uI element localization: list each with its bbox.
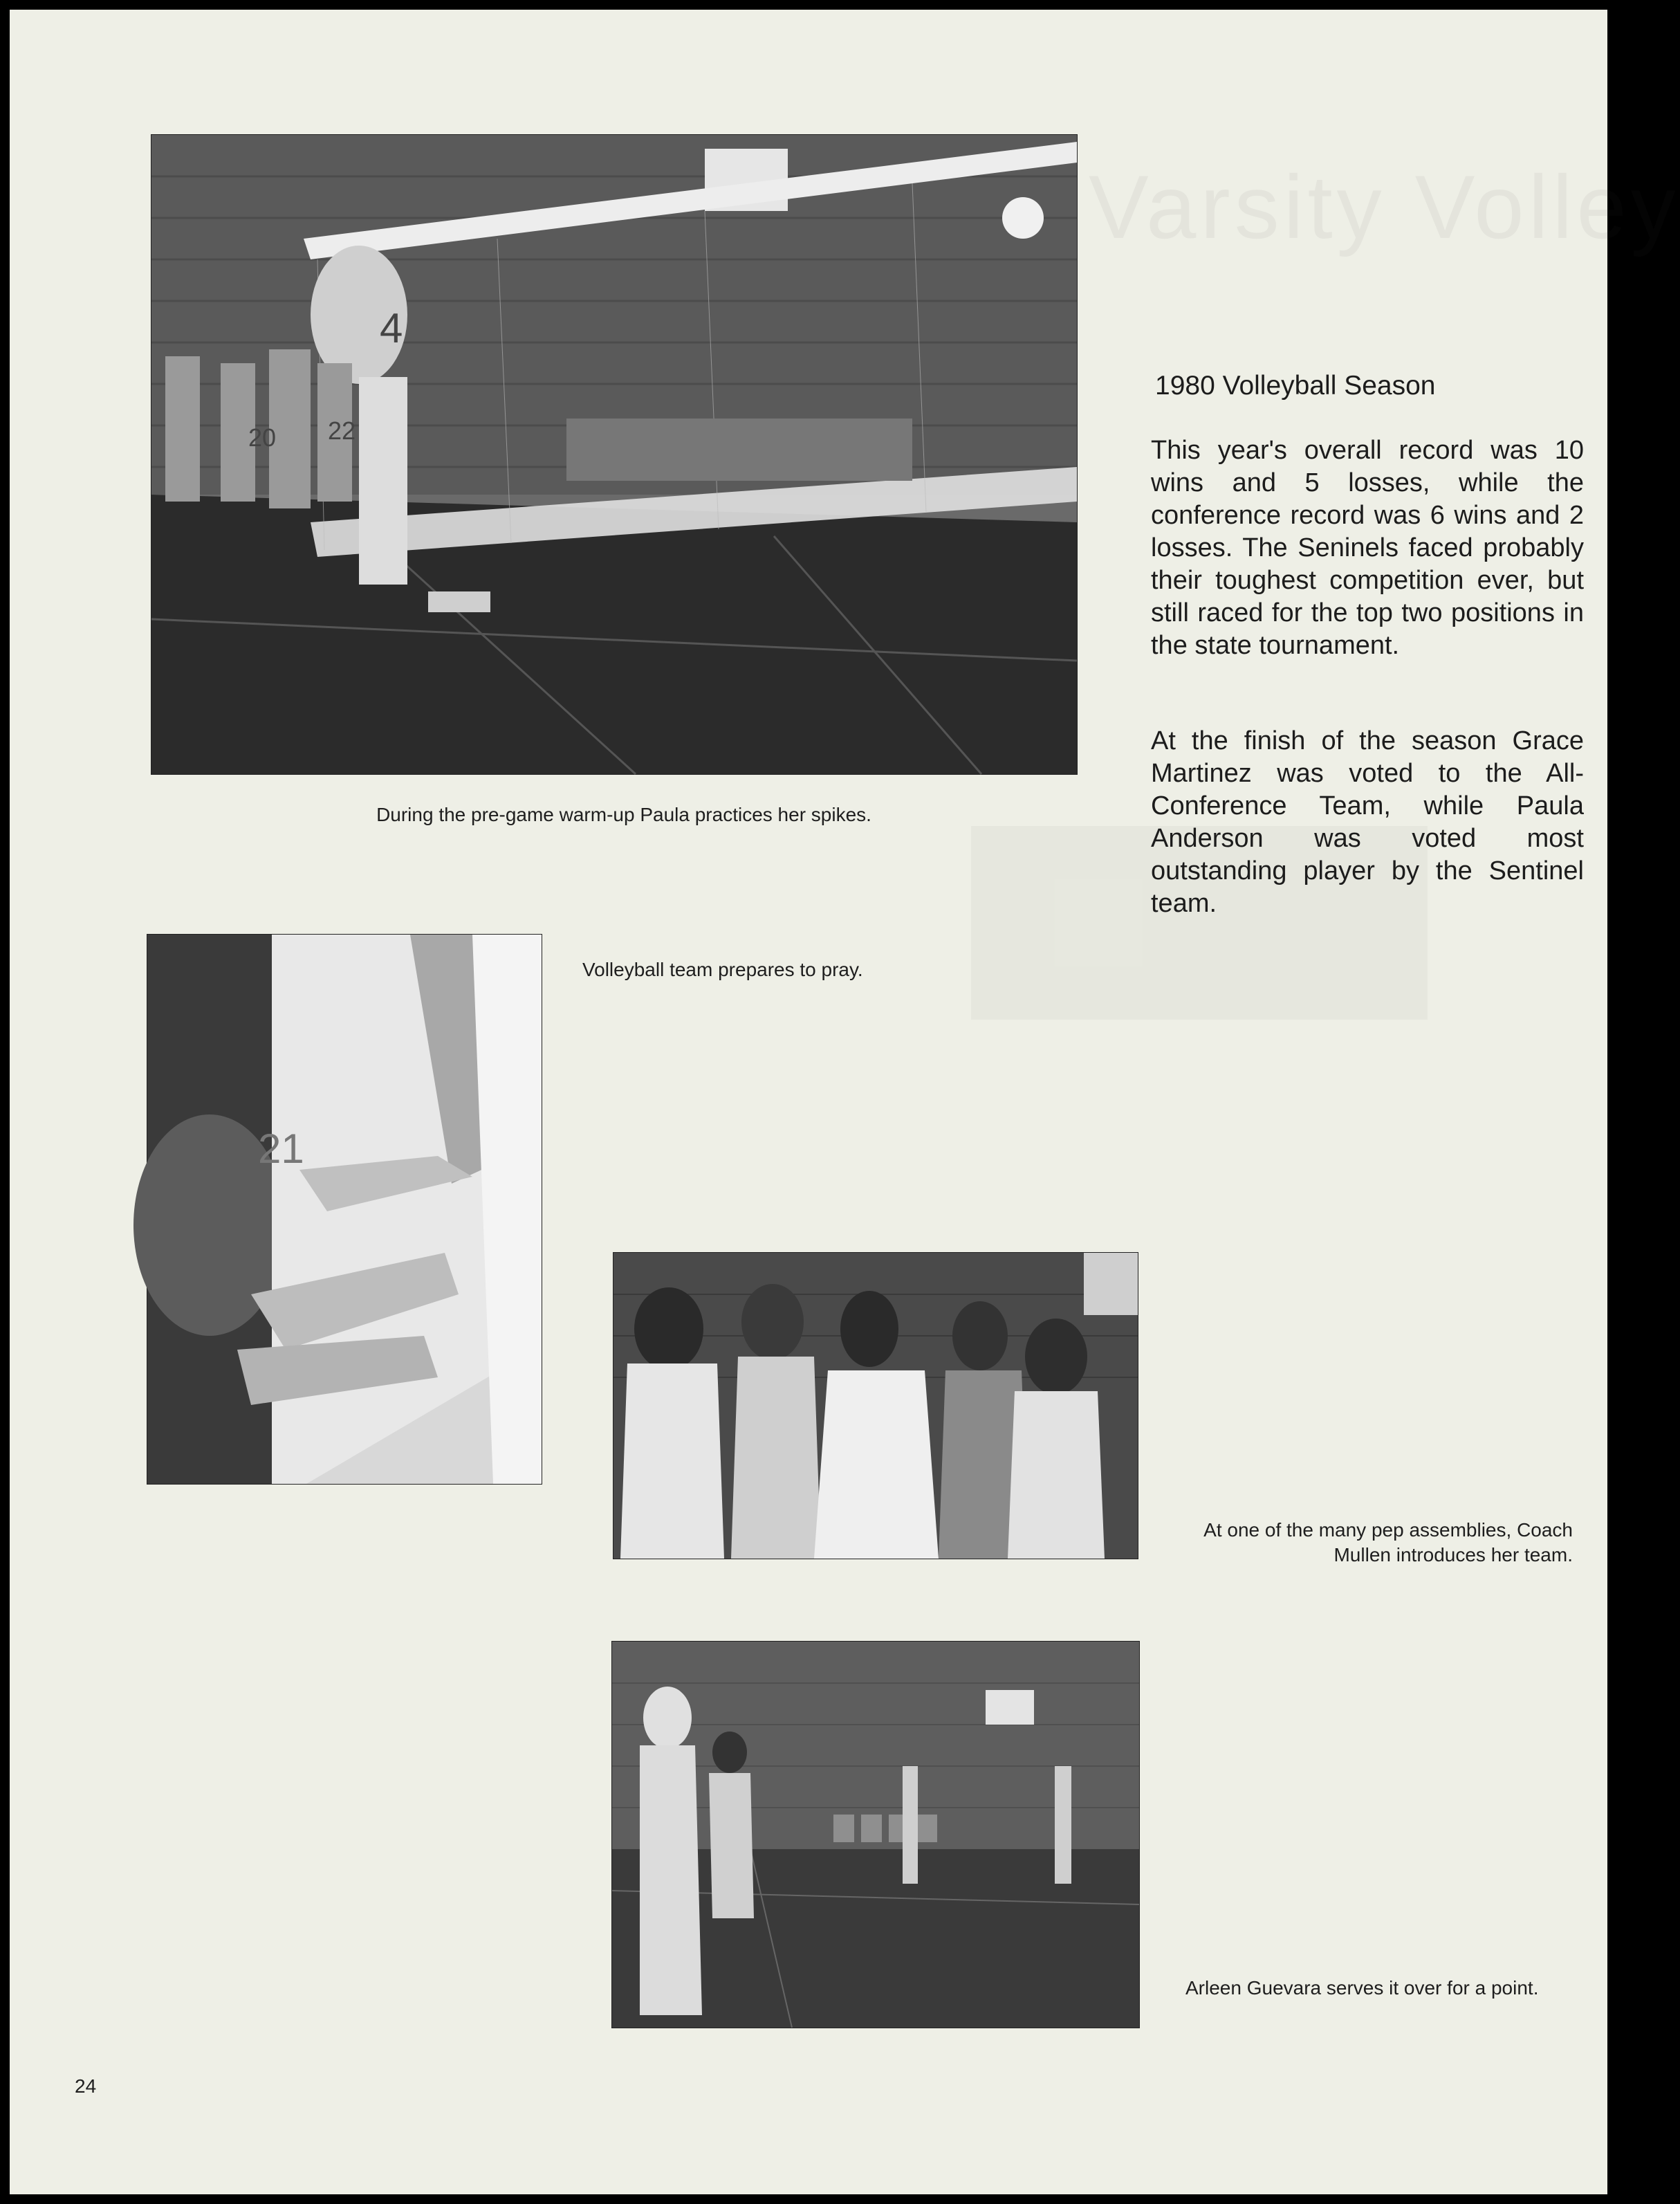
photo-serve [611, 1641, 1140, 2028]
bleed-through-title: Varsity Volley [1089, 156, 1680, 257]
caption-pray: Volleyball team prepares to pray. [582, 959, 863, 980]
article-paragraph-honors: At the finish of the season Grace Martinez was voted to the All-Conference Team, while Paula Anderson was voted most outstanding player by the Sentinel team. [1151, 726, 1584, 918]
caption-pep: At one of the many pep assemblies, Coach Mullen introduces her team. [1203, 1519, 1573, 1565]
yearbook-page [10, 10, 1680, 2194]
caption-serve: Arleen Guevara serves it over for a point. [1185, 1977, 1539, 1999]
jersey-number: 22 [328, 416, 356, 445]
article-heading: 1980 Volleyball Season [1155, 371, 1436, 401]
jersey-number: 4 [380, 305, 403, 351]
jersey-number: 20 [248, 423, 277, 452]
jersey-number: 21 [258, 1126, 304, 1172]
page-number: 24 [75, 2075, 97, 2097]
photo-pep-assembly [613, 1252, 1138, 1559]
photo-team-pray [147, 934, 542, 1485]
article-paragraph-record: This year's overall record was 10 wins and 5 losses, while the conference record was 6 wins and 2 losses. The Seninels faced probably their toughest competition ever, but still raced for the top two positions in the state tournament. [1151, 436, 1584, 660]
photo-warmup-spike [151, 134, 1078, 775]
caption-warmup: During the pre-game warm-up Paula practices her spikes. [376, 804, 871, 825]
